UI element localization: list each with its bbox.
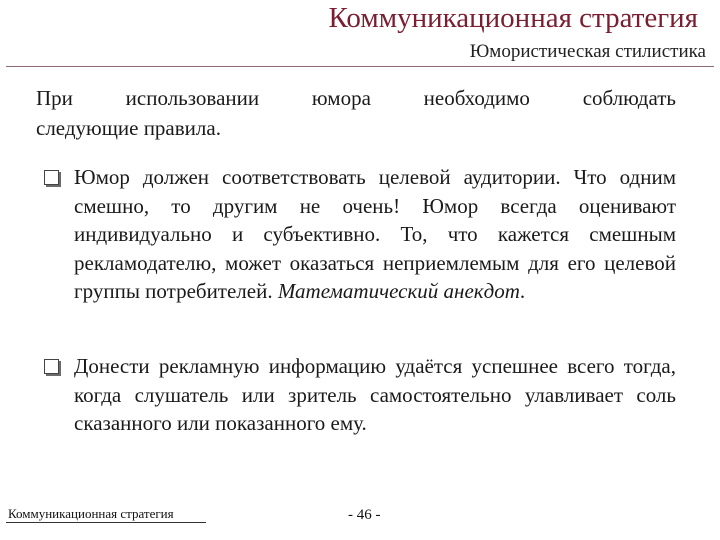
bullet-period: . (519, 279, 526, 303)
intro-paragraph (36, 83, 676, 143)
checkbox-bullet-icon (44, 170, 59, 185)
slide-title: Коммуникационная стратегия (328, 2, 698, 34)
intro-line-2: следующие правила. (36, 116, 221, 140)
bullet-text: Донести рекламную информацию удаётся успешнее всего тогда, когда слушатель или зритель самостоятельно улавливает соль сказанного или показанного ему. (74, 354, 676, 435)
header-divider (6, 66, 714, 67)
page-number: - 46 - (348, 507, 381, 523)
bullet-body: Юмор должен соответствовать целевой аудитории. Что одним смешно, то другим не очень! Юмор всегда оценивают индивидуально и субъективно. То, что кажется смешным рекламодателю, может оказаться неприемлемым для его целевой группы потребителей. (74, 165, 676, 303)
bullet-text (44, 163, 676, 306)
footer-label: Коммуникационная стратегия (8, 506, 174, 521)
checkbox-bullet-icon (44, 359, 59, 374)
footer-divider (6, 522, 206, 523)
bullet-item (44, 163, 676, 306)
slide-subtitle: Юмористическая стилистика (469, 41, 706, 62)
bullet-italic-example: Математический анекдот (277, 279, 520, 303)
intro-line-1: При использовании юмора необходимо соблюдать (36, 86, 676, 110)
bullet-item (44, 352, 676, 438)
